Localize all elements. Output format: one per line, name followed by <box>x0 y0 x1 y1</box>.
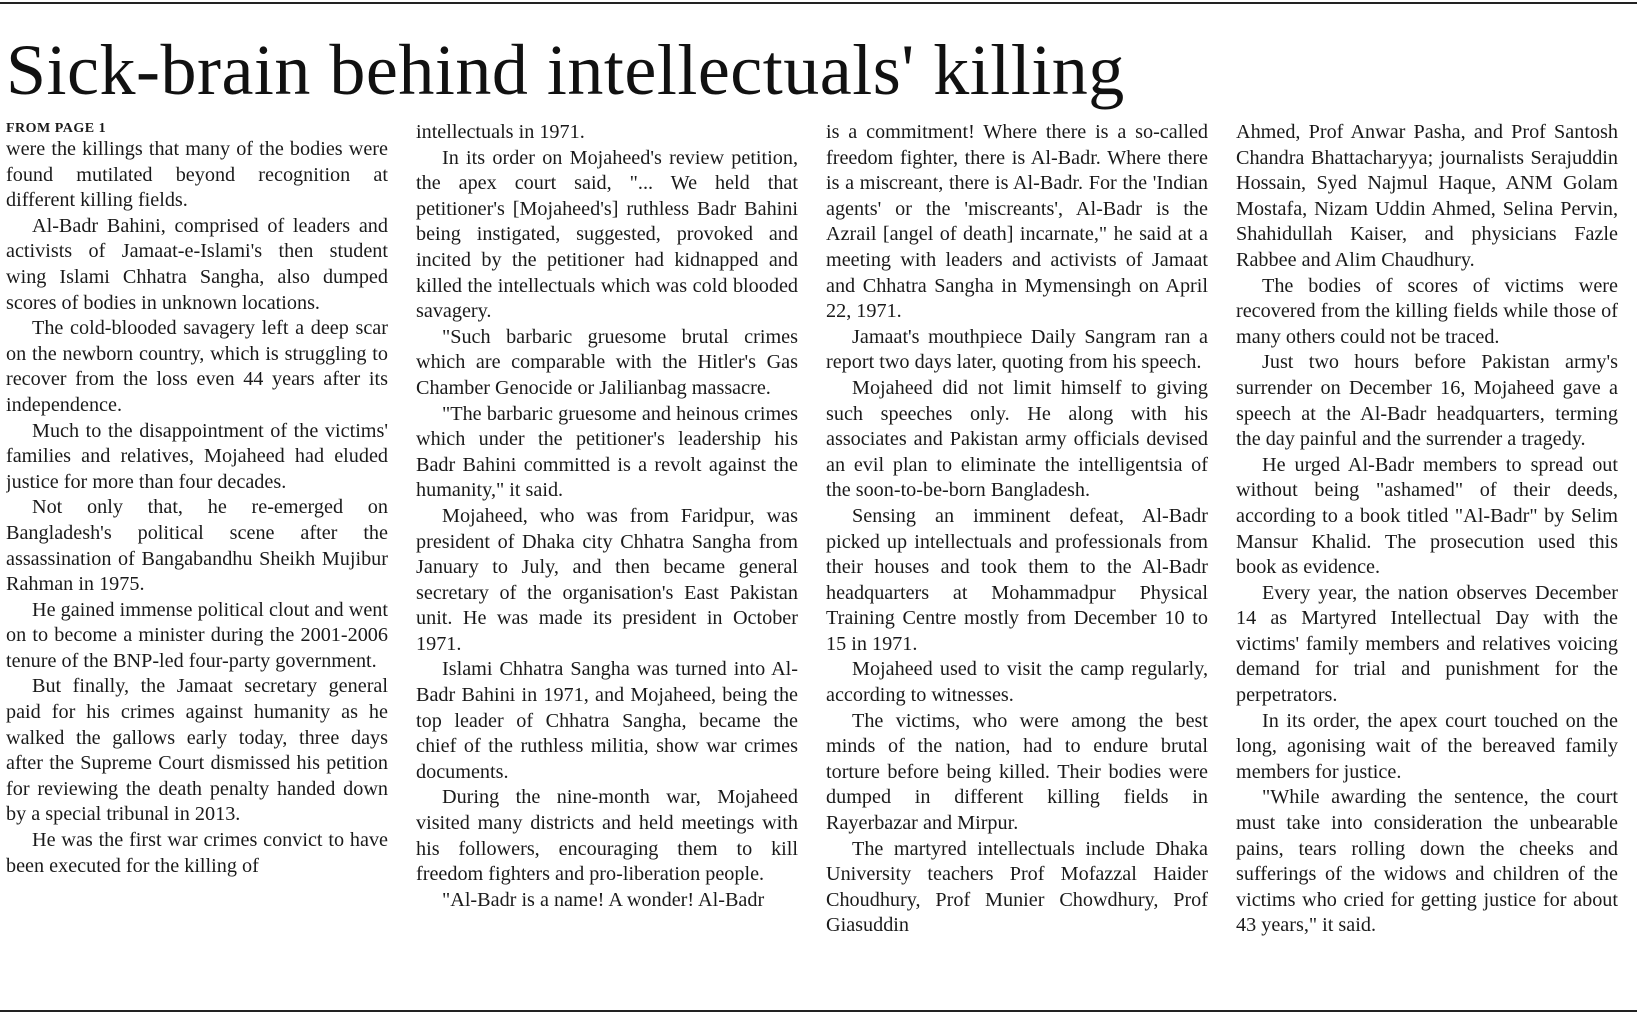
paragraph: He gained immense political clout and went on to become a minister during the 2001-2006 tenure of the BNP-led four-party government. <box>6 598 388 672</box>
top-rule <box>0 2 1637 4</box>
paragraph: Mojaheed did not limit himself to giving such speeches only. He along with his associates and Pakistan army officials devised an evil plan to eliminate the intelligentsia of the soon-to-be-born Bangladesh. <box>826 376 1208 502</box>
continuation-kicker: FROM PAGE 1 <box>6 121 107 136</box>
paragraph: "The barbaric gruesome and heinous crimes which under the petitioner's leadership his Badr Bahini committed is a revolt against the humanity," it said. <box>416 402 798 502</box>
paragraph: He was the first war crimes convict to have been executed for the killing of <box>6 829 388 877</box>
paragraph: "Such barbaric gruesome brutal crimes which are comparable with the Hitler's Gas Chamber Genocide or Jalilianbag massacre. <box>416 325 798 399</box>
paragraph: The martyred intellectuals include Dhaka University teachers Prof Mofazzal Haider Choudhury, Prof Munier Chowdhury, Prof Giasuddin <box>826 837 1208 937</box>
paragraph: Al-Badr Bahini, comprised of leaders and activists of Jamaat-e-Islami's then student wing Islami Chhatra Sangha, also dumped scores of bodies in unknown locations. <box>6 214 388 314</box>
paragraph: is a commitment! Where there is a so-called freedom fighter, there is Al-Badr. Where there is a miscreant, there is Al-Badr. For the 'Indian agents' or the 'miscreants', Al-Badr is the Azrail [angel of death] incarnate," he said at a meeting with leaders and activists of Jamaat and Chhatra Sangha in Mymensingh on April 22, 1971. <box>826 121 1208 323</box>
paragraph: The bodies of scores of victims were recovered from the killing fields while those of many others could not be traced. <box>1236 274 1618 348</box>
paragraph: The cold-blooded savagery left a deep scar on the newborn country, which is struggling to recover from the loss even 44 years after its independence. <box>6 317 388 416</box>
article-column-1 <box>6 120 388 998</box>
paragraph: Ahmed, Prof Anwar Pasha, and Prof Santosh Chandra Bhattacharyya; journalists Serajuddin Hossain, Syed Najmul Haque, ANM Golam Mostafa, Nizam Uddin Ahmed, Selina Pervin, Shahidullah Kaiser, and physicians Fazle Rabbee and Alim Chaudhury. <box>1236 121 1618 271</box>
paragraph: During the nine-month war, Mojaheed visited many districts and held meetings with his followers, encouraging them to kill freedom fighters and pro-liberation people. <box>416 786 798 886</box>
paragraph: intellectuals in 1971. <box>416 121 585 143</box>
article-column-4 <box>1236 120 1618 998</box>
article-body <box>6 120 1626 998</box>
paragraph: Jamaat's mouthpiece Daily Sangram ran a report two days later, quoting from his speech. <box>826 325 1208 374</box>
paragraph: Just two hours before Pakistan army's surrender on December 16, Mojaheed gave a speech at the Al-Badr headquarters, terming the day painful and the surrender a tragedy. <box>1236 351 1618 451</box>
paragraph: were the killings that many of the bodies were found mutilated beyond recognition at different killing fields. <box>6 138 388 212</box>
paragraph: Mojaheed, who was from Faridpur, was president of Dhaka city Chhatra Sangha from January to July, and then became general secretary of the organisation's East Pakistan unit. He was made its president in October 1971. <box>416 504 798 655</box>
paragraph: "While awarding the sentence, the court must take into consideration the unbearable pains, tears rolling down the cheeks and sufferings of the widows and children of the victims who cried for getting justice for about 43 years," it said. <box>1236 786 1618 937</box>
paragraph: Sensing an imminent defeat, Al-Badr picked up intellectuals and professionals from their houses and took them to the Al-Badr headquarters at Mohammadpur Physical Training Centre mostly from December 10 to 15 in 1971. <box>826 504 1208 655</box>
paragraph: Much to the disappointment of the victims' families and relatives, Mojaheed had eluded justice for more than four decades. <box>6 419 388 493</box>
paragraph: The victims, who were among the best minds of the nation, had to endure brutal torture before being killed. Their bodies were dumped in different killing fields in Rayerbazar and Mirpur. <box>826 709 1208 835</box>
paragraph: Mojaheed used to visit the camp regularly, according to witnesses. <box>826 658 1208 707</box>
headline: Sick-brain behind intellectuals' killing <box>6 30 1125 110</box>
article-column-3 <box>826 120 1208 998</box>
bottom-rule <box>0 1010 1637 1012</box>
paragraph: In its order on Mojaheed's review petition, the apex court said, "... We held that petitioner's [Mojaheed's] ruthless Badr Bahini being instigated, suggested, provoked and incited by the petitioner had kidnapped and killed the intellectuals which was cold blooded savagery. <box>416 146 798 323</box>
paragraph: Islami Chhatra Sangha was turned into Al-Badr Bahini in 1971, and Mojaheed, being the top leader of Chhatra Sangha, became the chief of the ruthless militia, show war crimes documents. <box>416 658 798 783</box>
paragraph: He urged Al-Badr members to spread out without being "ashamed" of their deeds, according to a book titled "Al-Badr" by Selim Mansur Khalid. The prosecution used this book as evidence. <box>1236 453 1618 579</box>
article-column-2 <box>416 120 798 998</box>
paragraph: "Al-Badr is a name! A wonder! Al-Badr <box>442 888 765 911</box>
paragraph: In its order, the apex court touched on the long, agonising wait of the bereaved family members for justice. <box>1236 709 1618 783</box>
paragraph: Not only that, he re-emerged on Bangladesh's political scene after the assassination of Bangabandhu Sheikh Mujibur Rahman in 1975. <box>6 496 388 596</box>
paragraph: Every year, the nation observes December 14 as Martyred Intellectual Day with the victims' family members and relatives voicing demand for trial and punishment for the perpetrators. <box>1236 581 1618 707</box>
paragraph: But finally, the Jamaat secretary general paid for his crimes against humanity as he walked the gallows early today, three days after the Supreme Court dismissed his petition for reviewing the death penalty handed down by a special tribunal in 2013. <box>6 675 388 826</box>
